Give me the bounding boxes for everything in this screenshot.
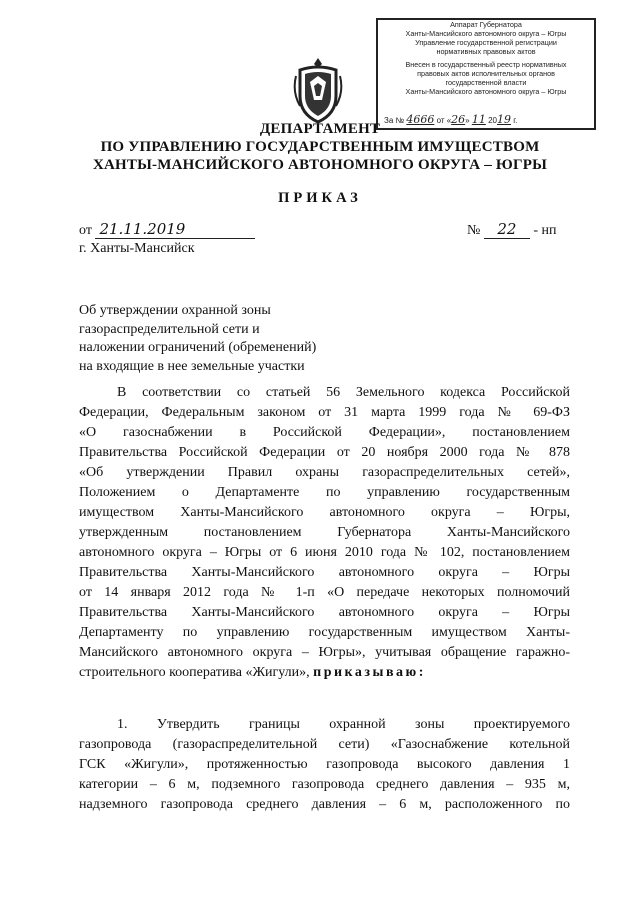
document-type-title: ПРИКАЗ (278, 190, 362, 206)
stamp-line: Аппарат Губернатора (450, 20, 522, 29)
paragraph-line: газопровода (газораспределительной сети) «Газоснабжение котельной (79, 737, 570, 752)
paragraph-line: Положением о Департаменте по управлению государственным (79, 485, 570, 500)
paragraph-line: Федерации, Федеральным законом от 31 марта 1999 года № 69-ФЗ (79, 405, 570, 420)
paragraph-line: имуществом Ханты-Мансийского автономного округа – Югры, (79, 505, 570, 520)
paragraph-line: Правительства Ханты-Мансийского автономного округа – Югры (79, 565, 570, 580)
subject-line: на входящие в нее земельные участки (79, 358, 305, 374)
subject-line: газораспределительной сети и (79, 321, 260, 337)
department-title: ДЕПАРТАМЕНТ (259, 121, 381, 137)
stamp-line: Ханты-Мансийского автономного округа – Югры (405, 87, 567, 96)
stamp-line: правовых актов исполнительных органов (417, 69, 555, 78)
stamp-line: Управление государственной регистрации (415, 38, 557, 47)
paragraph-line: ГСК «Жигули», протяженностью газопровода высокого давления 1 (79, 757, 570, 772)
paragraph-last-line (79, 663, 570, 683)
paragraph-line: 1. Утвердить границы охранной зоны проектируемого (117, 717, 570, 732)
department-subtitle-2: ХАНТЫ-МАНСИЙСКОГО АВТОНОМНОГО ОКРУГА – ЮГРЫ (92, 157, 547, 173)
department-subtitle-1: ПО УПРАВЛЕНИЮ ГОСУДАРСТВЕННЫМ ИМУЩЕСТВОМ (100, 139, 540, 155)
stamp-line: Внесен в государственный реестр нормативных (405, 60, 567, 69)
coat-of-arms-emblem (292, 56, 344, 126)
paragraph-line: В соответствии со статьей 56 Земельного кодекса Российской (117, 385, 570, 400)
order-date-row (79, 220, 255, 239)
stamp-line: Ханты-Мансийского автономного округа – Югры (405, 29, 567, 38)
paragraph-line: надземного газопровода среднего давления – 6 м, расположенного по (79, 797, 570, 812)
paragraph-line: автономного округа – Югры от 6 июня 2010 года № 102, постановлением (79, 545, 570, 560)
paragraph-line: Департаменту по управлению государственным имуществом Ханты- (79, 625, 570, 640)
stamp-reg-number: 4666 (406, 113, 435, 126)
stamp-reg-prefix: За № (384, 116, 405, 125)
stamp-registration-row: За № 4666 от «26» 11 2019 г. (384, 113, 518, 126)
number-suffix: - нп (533, 223, 557, 238)
paragraph-line-text: строительного кооператива «Жигули», (79, 665, 310, 680)
order-number: 22 (484, 220, 530, 239)
paragraph-line: категории – 6 м, подземного газопровода среднего давления – 935 м, (79, 777, 570, 792)
paragraph-line: от 14 января 2012 года № 1-п «О передаче некоторых полномочий (79, 585, 570, 600)
item-1-paragraph (79, 715, 570, 815)
paragraph-line: утвержденным постановлением Губернатора Ханты-Мансийского (79, 525, 570, 540)
order-date: 21.11.2019 (95, 220, 255, 239)
paragraph-line: Правительства Ханты-Мансийского автономного округа – Югры (79, 605, 570, 620)
stamp-reg-year-unit: г. (513, 116, 518, 125)
registration-stamp (376, 18, 596, 130)
paragraph-line: Правительства Российской Федерации от 20 ноября 2000 года № 878 (79, 445, 570, 460)
order-number-row (467, 220, 557, 239)
number-prefix: № (467, 223, 481, 238)
paragraph-line: Мансийского автономного округа – Югры», учитывая обращение гаражно- (79, 645, 570, 660)
stamp-line: нормативных правовых актов (436, 47, 536, 56)
stamp-reg-month: 11 (471, 113, 486, 126)
subject-line: Об утверждении охранной зоны (79, 303, 271, 318)
preamble-paragraph (79, 383, 570, 683)
paragraph-line: «О газоснабжении в Российской Федерации», постановлением (79, 425, 570, 440)
date-prefix: от (79, 223, 92, 238)
city-name: г. Ханты-Мансийск (79, 241, 195, 256)
stamp-reg-year-prefix: 20 (488, 116, 497, 125)
order-word: приказываю: (313, 665, 426, 680)
stamp-reg-year: 19 (497, 113, 511, 126)
stamp-line: государственной власти (445, 78, 527, 87)
paragraph-line: «Об утверждении Правил охраны газораспределительных сетей», (79, 465, 570, 480)
subject-line: наложении ограничений (обременений) (79, 340, 317, 355)
stamp-reg-day: 26 (451, 113, 466, 126)
order-subject (79, 302, 316, 376)
